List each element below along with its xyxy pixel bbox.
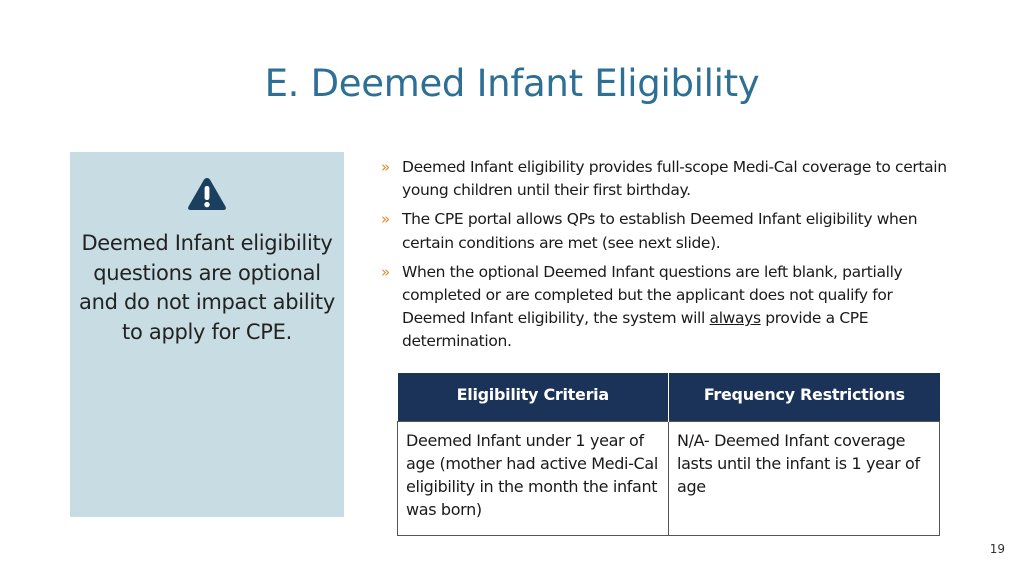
eligibility-table [397, 373, 940, 536]
bullet-item [380, 261, 960, 354]
bullet-text: Deemed Infant eligibility provides full-scope Medi-Cal coverage to certain young children until their first birthday. [402, 158, 947, 200]
callout-text: Deemed Infant eligibility questions are optional and do not impact ability to apply for CPE. [79, 231, 335, 344]
table-row [398, 422, 940, 536]
bullet-text: The CPE portal allows QPs to establish Deemed Infant eligibility when certain conditions are met (see next slide). [402, 210, 918, 252]
bullet-text [402, 263, 902, 351]
warning-icon [187, 176, 227, 212]
table-cell-frequency: N/A- Deemed Infant coverage lasts until the infant is 1 year of age [669, 422, 940, 536]
slide-title: E. Deemed Infant Eligibility [264, 62, 760, 105]
underlined-word: always [709, 309, 761, 328]
page-number: 19 [989, 542, 1005, 556]
table-header-row [398, 373, 940, 422]
bullet-text-part: When the optional Deemed Infant questions are left blank, partially completed or are completed but the applicant does not qualify for Deemed Infant eligibility, the system will [402, 262, 903, 328]
bullet-item [380, 208, 960, 254]
bullet-marker: » [381, 210, 390, 229]
table-cell-criteria: Deemed Infant under 1 year of age (mother had active Medi-Cal eligibility in the month the infant was born) [398, 422, 669, 536]
bullet-text-part: provide a CPE determination. [402, 309, 869, 351]
optional-questions-callout [70, 152, 344, 517]
table-header-eligibility-criteria: Eligibility Criteria [398, 373, 669, 422]
bullet-marker: » [381, 158, 390, 176]
bullet-item [380, 156, 960, 202]
bullet-marker: » [381, 262, 390, 281]
table-header-frequency-restrictions: Frequency Restrictions [669, 373, 940, 422]
bullet-list [380, 156, 960, 360]
